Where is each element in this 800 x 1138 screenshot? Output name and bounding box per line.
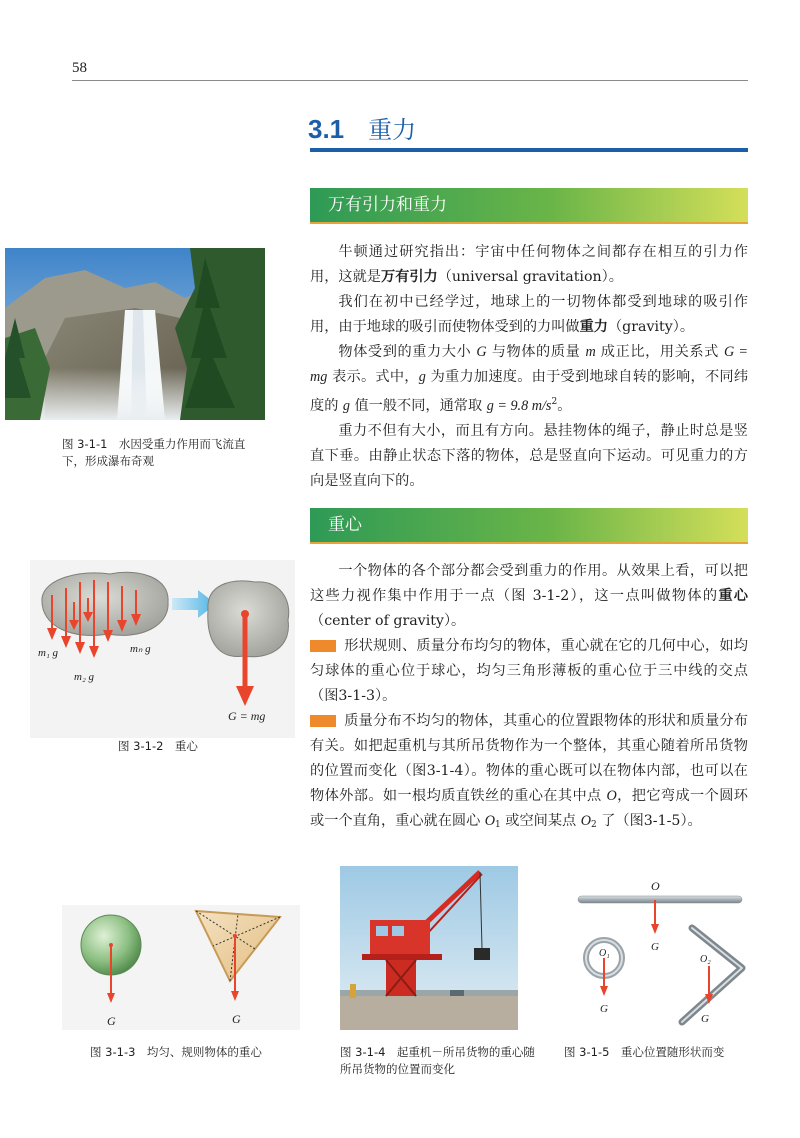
text-block-center — [310, 559, 748, 838]
bullet-marker — [310, 715, 336, 727]
label-G-ring: G — [600, 1003, 608, 1015]
label-m1g: m₁ g — [38, 647, 59, 659]
label-G-triangle: G — [232, 1012, 241, 1026]
title-rule — [310, 148, 748, 152]
figure-3-1-3-caption: 图 3-1-3 均匀、规则物体的重心 — [90, 1045, 262, 1059]
label-G-mg: G = mg — [228, 709, 266, 723]
label-O1: O₁ — [599, 948, 610, 959]
header-rule — [72, 80, 748, 81]
wire-shapes-diagram — [568, 876, 750, 1028]
paragraph-regular-objects: 形状规则、质量分布均匀的物体，重心就在它的几何中心，如均匀球体的重心位于球心，均匀三角形薄板的重心位于三中线的交点（图3-1-3）。 — [310, 638, 748, 704]
label-G-bent: G — [701, 1013, 709, 1025]
figure-3-1-5-caption: 图 3-1-5 重心位置随形状而变 — [564, 1045, 725, 1059]
bullet-marker — [310, 640, 336, 652]
paragraph-center-definition: 一个物体的各个部分都会受到重力的作用。从效果上看，可以把这些力视作集中作用于一点（图 3-1-2），这一点叫做物体的重心（center of gravity）。 — [310, 563, 748, 629]
subsection-banner-center: 重心 — [310, 508, 748, 542]
label-m2g: m₂ g — [74, 671, 95, 683]
banner-underline-2 — [310, 542, 748, 544]
paragraph-formula: 物体受到的重力大小 G 与物体的质量 m 成正比，用关系式 G = mg 表示。式中，g 为重力加速度。由于受到地球自转的影响，不同纬度的 g 值一般不同，通常取 g = 9.8 $m/s^2$。 — [310, 344, 749, 414]
paragraph-gravity: 我们在初中已经学过，地球上的一切物体都受到地球的吸引作用，由于地球的吸引而使物体受到的力叫做重力（gravity）。 — [310, 294, 748, 335]
term-center-of-gravity: 重心 — [718, 588, 748, 604]
formula: G = mg — [310, 344, 748, 385]
uniform-objects-diagram — [62, 905, 300, 1030]
term-gravity: 重力 — [579, 319, 608, 335]
figure-3-1-1-caption: 图 3-1-1 水因受重力作用而飞流直下，形成瀑布奇观 — [62, 437, 246, 468]
center-of-gravity-diagram — [30, 560, 295, 738]
term-universal-gravitation: 万有引力 — [380, 269, 438, 285]
section-title — [308, 110, 416, 145]
label-G-straight: G — [651, 941, 659, 953]
label-O2: O₂ — [700, 954, 711, 965]
waterfall-photo — [5, 248, 265, 420]
paragraph-direction: 重力不但有大小，而且有方向。悬挂物体的绳子，静止时总是竖直下垂。由静止状态下落的物体，总是竖直向下运动。可见重力的方向是竖直向下的。 — [310, 423, 748, 489]
paragraph-universal-gravitation: 牛顿通过研究指出：宇宙中任何物体之间都存在相互的引力作用，这就是万有引力（universal gravitation）。 — [310, 244, 748, 285]
crane-photo — [340, 866, 518, 1030]
g-value: g = 9.8 m/s — [486, 398, 552, 414]
label-mng: mₙ g — [130, 643, 151, 655]
page-number: 58 — [72, 60, 87, 76]
section-name: 重力 — [368, 116, 417, 144]
label-O: O — [651, 879, 660, 893]
text-block-gravitation — [310, 240, 748, 494]
section-number: 3.1 — [308, 114, 345, 144]
paragraph-irregular-objects: 质量分布不均匀的物体，其重心的位置跟物体的形状和质量分布有关。如把起重机与其所吊货物作为一个整体，其重心随着所吊货物的位置而变化（图3-1-4）。物体的重心既可以在物体内部，也可以在物体外部。如一根均质直铁丝的重心在其中点 O，把它弯成一个圆环或一个直角，重心就在圆心 $O_1$ 或空间某点 $O_2$ 了（图3-1-5）。 — [310, 713, 748, 830]
figure-3-1-2-caption: 图 3-1-2 重心 — [118, 739, 198, 753]
subsection-banner-gravitation: 万有引力和重力 — [310, 188, 748, 222]
figure-3-1-4-caption: 图 3-1-4 起重机－所吊货物的重心随所吊货物的位置而变化 — [340, 1045, 535, 1076]
banner-underline — [310, 222, 748, 224]
label-G-sphere: G — [107, 1014, 116, 1028]
